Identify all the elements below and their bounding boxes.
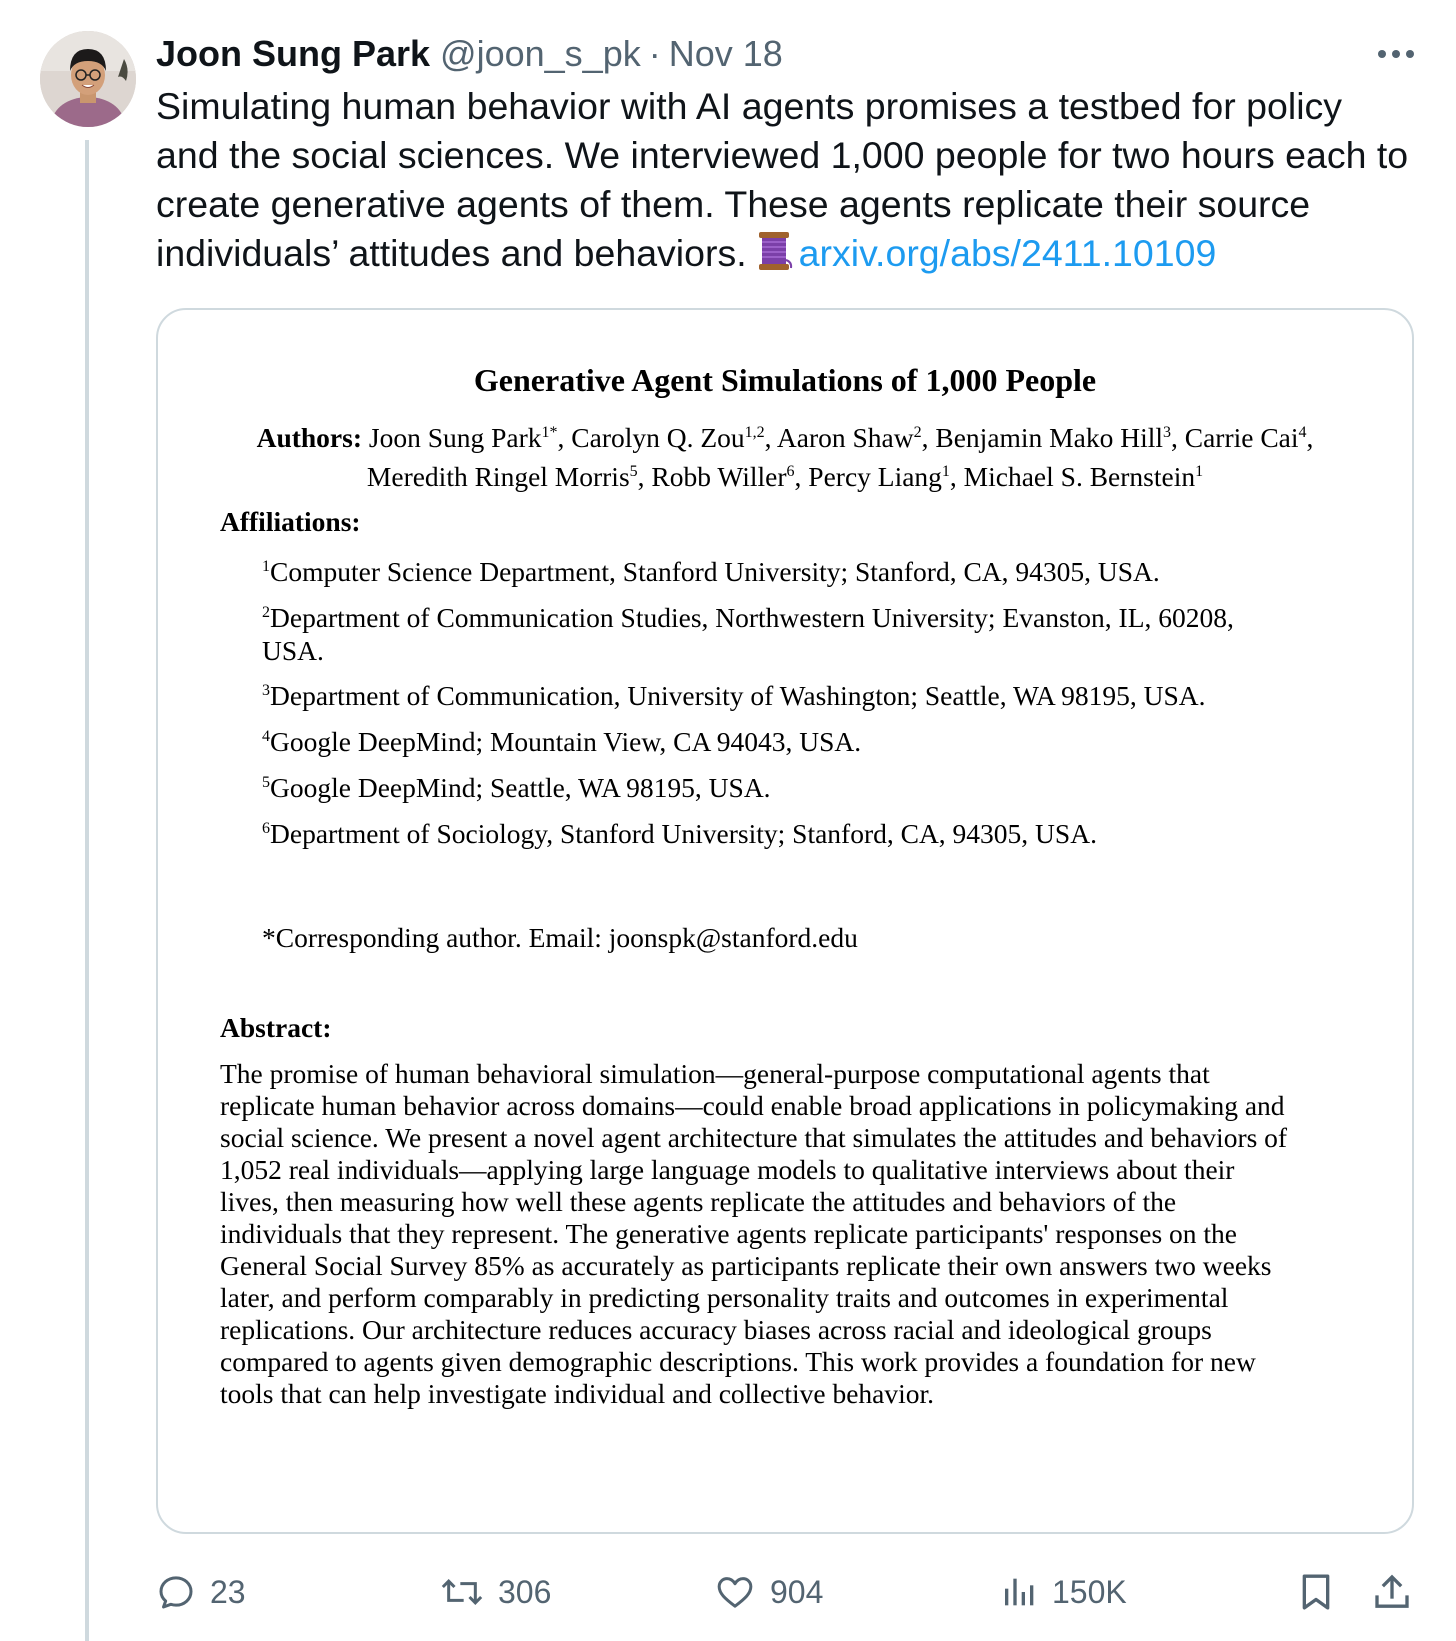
authors-label: Authors: (256, 422, 362, 454)
abstract-line: social science. We present a novel agent architecture that simulates the attitudes and behaviors of (220, 1122, 1288, 1153)
affiliation-text: Department of Communication, University of Washington; Seattle, WA 98195, USA. (270, 680, 1206, 712)
paper-image-card[interactable] (156, 308, 1414, 1534)
affiliation-text: Department of Communication Studies, Northwestern University; Evanston, IL, 60208, USA. (262, 602, 1234, 667)
more-options-button[interactable] (1374, 38, 1418, 70)
author: Robb Willer (651, 461, 787, 493)
bookmark-button[interactable] (1298, 1564, 1334, 1620)
affiliation-text: Computer Science Department, Stanford University; Stanford, CA, 94305, USA. (270, 556, 1160, 588)
abstract-line: General Social Survey 85% as accurately as participants replicate their own answers two weeks (220, 1250, 1272, 1281)
abstract-line: tools that can help investigate individual and collective behavior. (220, 1378, 935, 1409)
author-sup: 3 (1163, 424, 1171, 441)
affiliation-text: Google DeepMind; Mountain View, CA 94043, USA. (270, 726, 862, 758)
author-sup: 1* (541, 424, 558, 441)
abstract-line: compared to agents given demographic descriptions. This work provides a foundation for new (220, 1346, 1256, 1377)
paper-authors (198, 416, 1372, 494)
avatar-photo (40, 31, 136, 127)
abstract-body (220, 1058, 1360, 1410)
affiliation (262, 812, 1302, 850)
abstract-line: individuals that they represent. The generative agents replicate participants' responses on the (220, 1218, 1238, 1249)
tweet-text-line-last (156, 229, 1426, 278)
affiliation-sup: 5 (262, 774, 270, 791)
views-button[interactable] (1002, 1564, 1127, 1620)
avatar[interactable] (40, 31, 136, 127)
affiliation (262, 720, 1302, 758)
affiliation-sup: 4 (262, 728, 270, 745)
author-sup: 5 (629, 463, 638, 481)
tweet-text-line: create generative agents of them. These agents replicate their source (156, 183, 1311, 225)
affiliation-text: Google DeepMind; Seattle, WA 98195, USA. (270, 772, 771, 804)
arxiv-link[interactable]: arxiv.org/abs/2411.10109 (798, 232, 1217, 274)
like-count: 904 (770, 1573, 824, 1610)
heart-icon (714, 1572, 756, 1612)
tweet-text-line: Simulating human behavior with AI agents promises a testbed for policy (156, 85, 1343, 127)
abstract-line: replicate human behavior across domains—could enable broad applications in policymaking and (220, 1090, 1285, 1121)
author-sup: 4 (1298, 424, 1307, 441)
affiliation-sup: 3 (262, 682, 270, 699)
author-display-name[interactable]: Joon Sung Park (156, 33, 431, 74)
reply-button[interactable] (156, 1564, 246, 1620)
author-sup: 1 (941, 463, 950, 481)
author: Meredith Ringel Morris (366, 461, 630, 493)
affiliation-text: Department of Sociology, Stanford University; Stanford, CA, 94305, USA. (270, 818, 1097, 850)
paper-title: Generative Agent Simulations of 1,000 People (473, 362, 1097, 398)
repost-icon (440, 1572, 484, 1612)
authors-line-2: Meredith Ringel Morris$^5$, Robb Willer$^6$, Percy Liang$^1$, Michael S. Bernstein$^1$ (366, 461, 1204, 493)
tweet-text-line: individuals’ attitudes and behaviors. (156, 232, 747, 274)
authors-line-1: Authors: Joon Sung Park$^{1*}$, Carolyn Q. Zou$^{1,2}$, Aaron Shaw$^2$, Benjamin Mako Hill$^3$, Carrie Cai$^4$, (256, 422, 1314, 454)
abstract-line: replications. Our architecture reduces accuracy biases across racial and ideological groups (220, 1314, 1212, 1345)
header-separator: · (648, 33, 661, 74)
author: Aaron Shaw (776, 422, 914, 454)
author: Percy Liang (808, 461, 942, 493)
affiliation (262, 766, 1302, 804)
reply-count: 23 (210, 1573, 246, 1610)
author: Carrie Cai (1184, 422, 1299, 454)
tweet-text-line: and the social sciences. We interviewed 1,000 people for two hours each to (156, 134, 1409, 176)
affiliation-sup: 1 (262, 558, 270, 575)
abstract-line: The promise of human behavioral simulation—general-purpose computational agents that (220, 1058, 1210, 1089)
thread-spool-icon (753, 230, 795, 272)
like-button[interactable] (714, 1564, 823, 1620)
abstract-line: lives, then measuring how well these agents replicate the attitudes and behaviors of the (220, 1186, 1177, 1217)
views-icon (1002, 1572, 1038, 1612)
affiliation (262, 674, 1302, 712)
author-sup: 1 (1195, 463, 1204, 481)
repost-button[interactable] (440, 1564, 551, 1620)
author-handle[interactable]: @joon_s_pk (440, 33, 641, 74)
author: Michael S. Bernstein (963, 461, 1196, 493)
paper-screenshot (158, 310, 1412, 1532)
abstract-line: 1,052 real individuals—applying large language models to qualitative interviews about their (220, 1154, 1235, 1185)
tweet-date[interactable]: Nov 18 (668, 33, 783, 74)
author: Benjamin Mako Hill (935, 422, 1163, 454)
author: Joon Sung Park (368, 422, 542, 454)
views-count: 150K (1052, 1573, 1127, 1610)
affiliation (262, 550, 1302, 588)
author-sup: 2 (913, 424, 922, 441)
tweet-text (156, 82, 1426, 278)
affiliation-sup: 6 (262, 820, 270, 837)
author-sup: 1,2 (744, 424, 765, 441)
abstract-heading: Abstract: (220, 1012, 332, 1043)
affiliation-sup: 2 (262, 604, 270, 621)
share-icon (1372, 1572, 1412, 1612)
bookmark-icon (1298, 1572, 1334, 1612)
repost-count: 306 (498, 1573, 552, 1610)
more-icon (1376, 49, 1416, 59)
thread-line (85, 140, 89, 1641)
corresponding-author: *Corresponding author. Email: joonspk@stanford.edu (262, 922, 858, 953)
share-button[interactable] (1372, 1564, 1412, 1620)
tweet-actions (0, 1564, 1456, 1620)
tweet-header (156, 32, 783, 76)
abstract-line: later, and perform comparably in predicting personality traits and outcomes in experimental (220, 1282, 1229, 1313)
author-sup: 6 (786, 463, 795, 481)
reply-icon (156, 1572, 196, 1612)
affiliation (262, 596, 1302, 667)
author: Carolyn Q. Zou (571, 422, 745, 454)
affiliations-heading: Affiliations: (220, 506, 361, 537)
